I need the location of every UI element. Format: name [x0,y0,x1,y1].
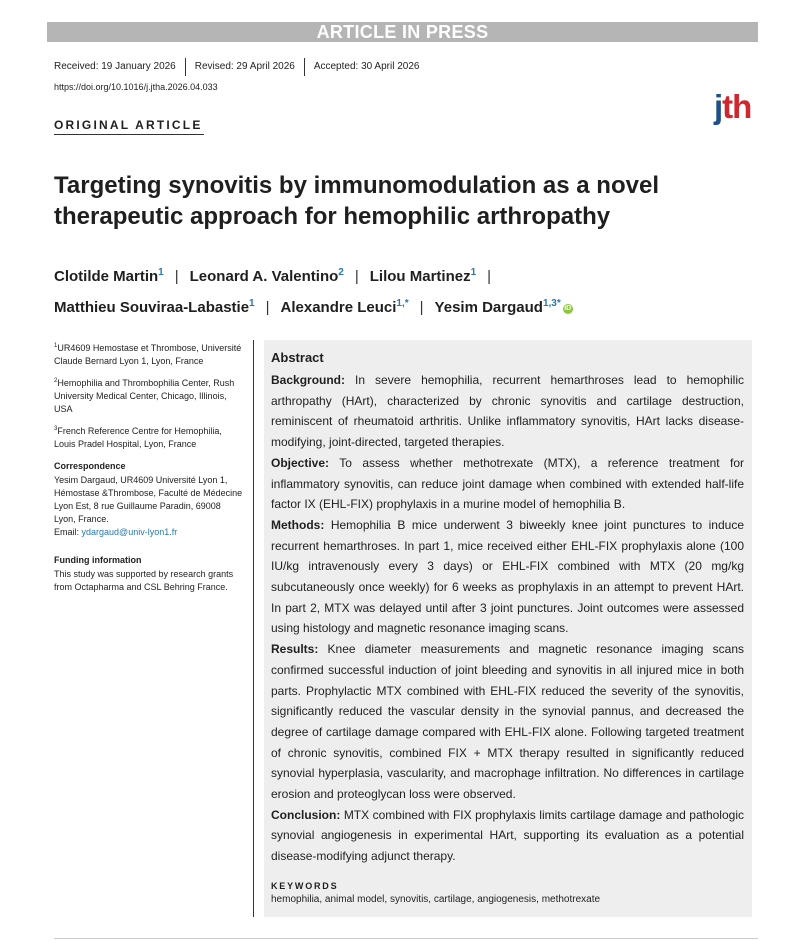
footer-rule [54,938,758,939]
abstract-background [271,370,744,453]
abstract-section-label: Results: [271,642,319,657]
affiliation [54,340,244,368]
abstract-heading: Abstract [271,350,324,365]
abstract-conclusion [271,805,744,867]
author-affiliation-ref[interactable]: 1 [158,267,164,278]
correspondence-email [54,526,244,539]
author-divider: | [174,268,179,285]
doi-link[interactable]: https://doi.org/10.1016/j.jtha.2026.04.033 [54,82,218,92]
author-name[interactable]: Yesim Dargaud [434,299,543,316]
logo-j: j [714,88,723,125]
abstract-section-label: Conclusion: [271,807,341,822]
article-title [54,170,734,232]
affiliation-number: 1 [54,343,58,349]
article-info-sidebar [54,340,244,594]
affiliation [54,423,244,451]
author-divider: | [419,299,424,316]
abstract-section-label: Background: [271,373,346,387]
journal-logo [714,88,751,126]
author-affiliation-ref[interactable]: 1 [249,298,255,309]
funding-text: This study was supported by research grants from Octapharma and CSL Behring France. [54,569,234,592]
abstract-methods [271,515,744,639]
author-name[interactable]: Clotilde Martin [54,268,159,285]
title-line: therapeutic approach for hemophilic arthropathy [54,203,611,230]
author-name[interactable]: Leonard A. Valentino [189,268,339,285]
column-divider [253,340,254,917]
author-divider: | [487,268,492,285]
article-dates [54,57,428,77]
abstract-box [264,340,752,917]
orcid-icon[interactable]: iD [564,305,572,312]
affiliation-text: UR4609 Hemostase et Thrombose, Université Claude Bernard Lyon 1, Lyon, France [54,343,242,366]
accepted-date: Accepted: 30 April 2026 [313,61,420,72]
author-name[interactable]: Matthieu Souviraa-Labastie [54,299,250,316]
correspondence-heading: Correspondence [54,461,126,471]
author-affiliation-ref[interactable]: 1,3* [542,298,561,309]
affiliation [54,375,244,416]
author-divider: | [354,268,359,285]
keywords-heading: KEYWORDS [271,880,339,891]
affiliation-text: French Reference Centre for Hemophilia, Louis Pradel Hospital, Lyon, France [54,426,222,449]
received-date: Received: 19 January 2026 [54,61,176,72]
abstract-section-text: In severe hemophilia, recurrent hemarthroses lead to hemophilic arthropathy (HArt), characterized by chronic synovitis and cartilage destruction, reminiscent of rheumatoid arthritis. Unlike inflammatory synovitis, HArt lacks disease-modifying, joint-directed, targeted therapies. [271,373,744,450]
revised-date: Revised: 29 April 2026 [194,61,295,72]
author-affiliation-ref[interactable]: 1 [470,267,477,278]
author-affiliation-ref[interactable]: 2 [338,267,344,278]
author-divider: | [265,299,270,316]
abstract-section-text: Hemophilia B mice underwent 3 biweekly knee joint punctures to induce recurrent hemarthroses. In part 1, mice received either EHL-FIX prophylaxis alone (100 IU/kg intravenously every 3 days) or EHL-FIX combined with MTX (20 mg/kg subcutaneously once weekly) for 6 weeks as prophylaxis in an attempt to prevent HArt. In part 2, MTX was delayed until after 3 joint punctures. Joint outcomes were assessed using histology and magnetic resonance imaging scans. [271,517,744,636]
affiliation-text: Hemophilia and Thrombophilia Center, Rush University Medical Center, Chicago, Illinois, USA [54,378,235,414]
keywords-list: hemophilia, animal model, synovitis, cartilage, angiogenesis, methotrexate [271,893,601,905]
abstract-results [271,639,744,805]
logo-th: th [722,88,752,125]
section-label-underline [54,134,204,135]
affiliation-number: 2 [54,378,58,384]
email-link[interactable]: ydargaud@univ-lyon1.fr [81,527,178,537]
abstract-section-text: MTX combined with FIX prophylaxis limits cartilage damage and pathologic synovial angiogenesis in experimental HArt, supporting its evaluation as a potential disease-modifying adjunct therapy. [271,807,744,864]
correspondence-text: Yesim Dargaud, UR4609 Université Lyon 1, Hémostase &Thrombose, Faculté de Médecine Lyon Est, 8 rue Guillaume Paradin, 69008 Lyon, France. [54,475,243,524]
author-affiliation-ref[interactable]: 1,* [396,298,409,309]
author-name[interactable]: Alexandre Leuci [280,299,397,316]
author-name[interactable]: Lilou Martinez [369,268,471,285]
abstract-section-label: Objective: [271,455,330,470]
email-label: Email: [54,527,80,537]
funding-heading: Funding information [54,555,142,565]
author-list [54,259,774,321]
abstract-section-text: Knee diameter measurements and magnetic resonance imaging scans confirmed successful induction of joint bleeding and synovitis in all injured mice in both parts. Prophylactic MTX combined with EHL-FIX reduced the severity of the synovitis, significantly reduced the vascular density in the synovial pannus, and decreased the degree of cartilage damage compared with EHL-FIX alone. Following targeted treatment of chronic synovitis, combined FIX + MTX therapy resulted in significantly reduced synovial hyperplasia, vascularity, and macrophage infiltration. No differences in cartilage erosion and proteoglycan loss were observed. [271,642,744,802]
article-in-press-banner: ARTICLE IN PRESS [47,22,758,42]
section-label: ORIGINAL ARTICLE [54,118,203,132]
title-line: Targeting synovitis by immunomodulation as a novel [54,172,659,199]
affiliation-number: 3 [54,426,58,432]
abstract-objective [271,453,744,515]
abstract-section-label: Methods: [271,517,325,532]
abstract-section-text: To assess whether methotrexate (MTX), a reference treatment for inflammatory synovitis, can reduce joint damage when combined with extended half-life factor IX (EHL-FIX) prophylaxis in a murine model of hemophilia B. [271,455,744,512]
